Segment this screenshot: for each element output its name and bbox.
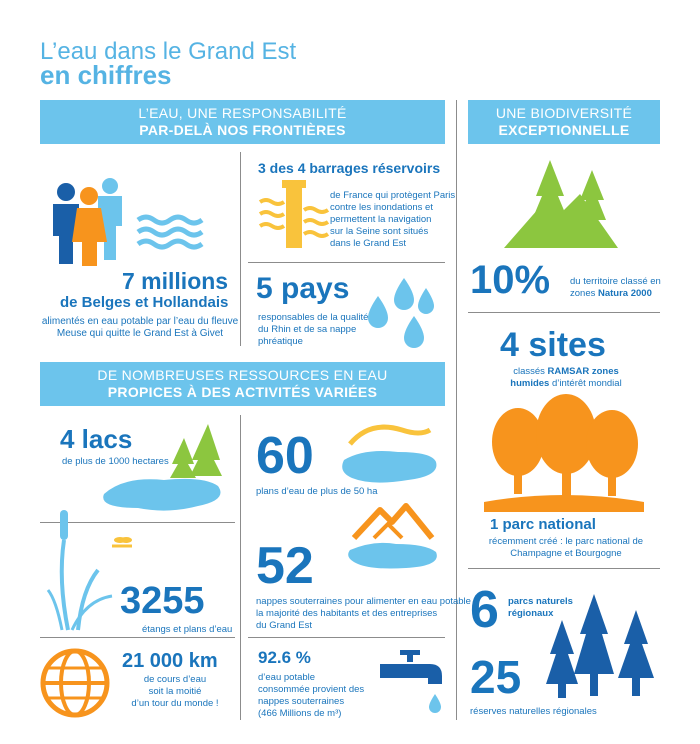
cours-description — [120, 674, 230, 710]
parc-title: 1 parc national — [490, 516, 596, 533]
lake-sun-icon — [340, 424, 440, 484]
banner-responsabilite-line2: PAR-DELÀ NOS FRONTIÈRES — [139, 122, 346, 138]
page-title-line1: L’eau dans le Grand Est — [40, 38, 297, 65]
ramsar-description — [470, 366, 662, 390]
ramsar-line2-post: d’intérêt mondial — [549, 378, 622, 389]
pays-line: responsables de la qualité — [258, 312, 369, 323]
potable-number: 92.6 % — [258, 648, 311, 667]
orange-trees-icon — [484, 392, 644, 512]
barrages-line: sur la Seine sont situés — [330, 226, 429, 237]
divider — [468, 568, 660, 569]
plans-number: 60 — [256, 427, 314, 485]
faucet-icon — [380, 648, 444, 718]
belges-description — [40, 316, 240, 340]
people-icon — [50, 178, 130, 268]
potable-line: (466 Millions de m³) — [258, 708, 342, 719]
nappes-number: 52 — [256, 537, 314, 595]
raindrops-icon — [366, 278, 438, 350]
globe-icon — [40, 648, 110, 718]
parc-line: Champagne et Bourgogne — [510, 548, 622, 559]
banner-responsabilite-line1: L’EAU, UNE RESPONSABILITÉ — [138, 105, 347, 121]
divider — [240, 415, 241, 720]
ramsar-line2-bold: humides — [510, 378, 550, 389]
waves-icon — [138, 214, 208, 254]
banner-responsabilite — [40, 100, 445, 144]
potable-description — [258, 672, 364, 720]
mountain-trees-icon — [500, 160, 620, 250]
parcs-regionaux-line: régionaux — [508, 608, 554, 619]
banner-ressources-line2: PROPICES À DES ACTIVITÉS VARIÉES — [107, 384, 378, 400]
cours-line: soit la moitié — [148, 686, 202, 697]
pays-line: du Rhin et de sa nappe — [258, 324, 357, 335]
ramsar-number: 4 sites — [500, 326, 606, 364]
barrages-line: de France qui protègent Paris — [330, 190, 456, 201]
belges-desc-line1: alimentés en eau potable par l’eau du fleuve — [41, 316, 239, 327]
blue-fir-trees-icon — [540, 594, 660, 704]
reserves-label: réserves naturelles régionales — [470, 706, 597, 717]
banner-biodiversite — [468, 100, 660, 144]
etangs-label: étangs et plans d’eau — [142, 624, 233, 635]
banner-ressources-line1: DE NOMBREUSES RESSOURCES EN EAU — [97, 367, 388, 383]
potable-line: d’eau potable — [258, 672, 316, 683]
ramsar-line1-pre: classés — [513, 366, 548, 377]
barrages-line: contre les inondations et — [330, 202, 433, 213]
barrages-title: 3 des 4 barrages réservoirs — [258, 160, 441, 176]
parc-description — [470, 536, 662, 560]
page-title-line2: en chiffres — [40, 60, 172, 90]
natura-number: 10% — [470, 258, 551, 302]
dam-icon — [260, 180, 324, 252]
divider — [240, 152, 241, 346]
natura-description — [570, 276, 661, 300]
natura-line2-bold: Natura 2000 — [598, 288, 652, 299]
nappes-description — [256, 596, 471, 632]
pays-line: phréatique — [258, 336, 303, 347]
mountain-lake-icon — [348, 502, 440, 570]
cours-number: 21 000 km — [122, 650, 218, 672]
lacs-number: 4 lacs — [60, 424, 133, 454]
lake-trees-icon — [100, 424, 230, 514]
nappes-line: la majorité des habitants et des entreprises — [256, 608, 438, 619]
divider — [40, 637, 235, 638]
cours-line: d’un tour du monde ! — [131, 698, 219, 709]
belges-number: 7 millions — [122, 268, 229, 294]
divider — [468, 312, 660, 313]
barrages-line: dans le Grand Est — [330, 238, 407, 249]
parcs-regionaux-number: 6 — [470, 581, 499, 639]
ramsar-line1-bold: RAMSAR zones — [547, 366, 619, 377]
banner-biodiversite-line1: UNE BIODIVERSITÉ — [495, 105, 633, 121]
belges-desc-line2: Meuse qui quitte le Grand Est à Givet — [56, 328, 224, 339]
barrages-line: permettent la navigation — [330, 214, 432, 225]
nappes-line: du Grand Est — [256, 620, 312, 631]
potable-line: nappes souterraines — [258, 696, 345, 707]
pays-number: 5 pays — [256, 272, 350, 305]
parc-line: récemment créé : le parc national de — [488, 536, 644, 547]
lacs-label: de plus de 1000 hectares — [62, 456, 169, 467]
cours-line: de cours d’eau — [143, 674, 207, 685]
nappes-line: nappes souterraines pour alimenter en eau potable — [256, 596, 471, 607]
etangs-number: 3255 — [120, 580, 205, 622]
parcs-regionaux-line: parcs naturels — [508, 596, 573, 607]
belges-subtitle: de Belges et Hollandais — [60, 294, 229, 311]
divider — [248, 262, 445, 263]
plans-label: plans d’eau de plus de 50 ha — [256, 486, 378, 497]
natura-line2-pre: zones — [570, 288, 598, 299]
banner-ressources — [40, 362, 445, 406]
reserves-number: 25 — [470, 651, 522, 703]
barrages-description — [330, 190, 455, 250]
natura-line1: du territoire classé en — [570, 276, 661, 287]
divider — [248, 637, 445, 638]
pays-description — [258, 312, 368, 348]
potable-line: consommée provient des — [258, 684, 365, 695]
banner-biodiversite-line2: EXCEPTIONNELLE — [498, 122, 630, 138]
